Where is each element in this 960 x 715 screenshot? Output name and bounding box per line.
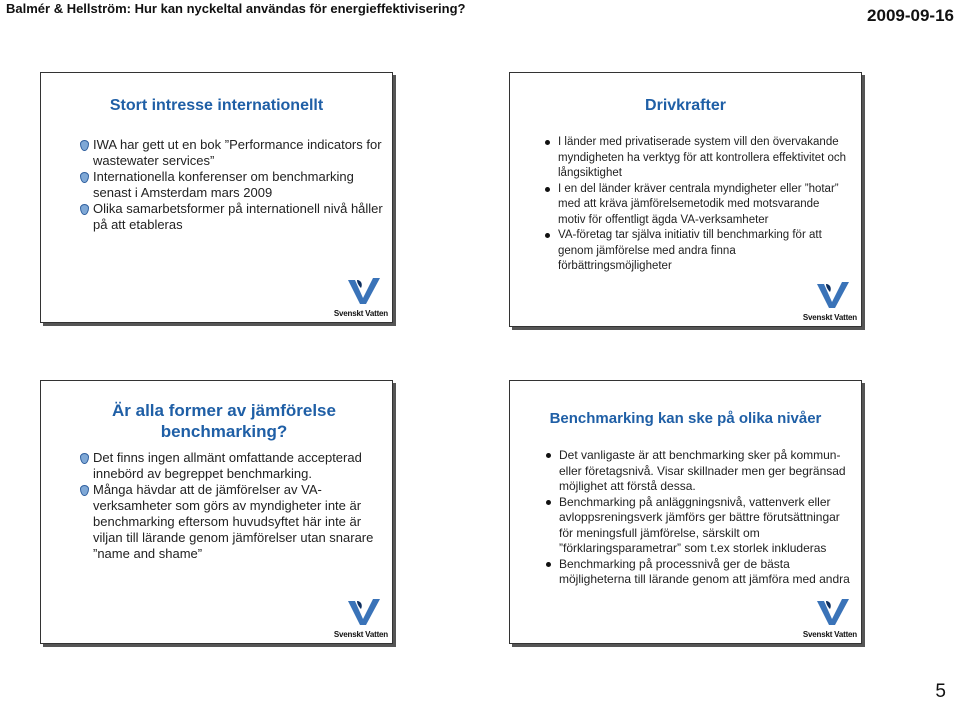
list-item: Det finns ingen allmänt omfattande accepterad innebörd av begreppet benchmarking. [79, 450, 385, 482]
logo-mark-icon [346, 597, 382, 627]
bullet-list [79, 137, 391, 233]
bullet-list [544, 135, 850, 275]
bullet-list [545, 448, 855, 588]
page-header [0, 0, 960, 34]
bullet-dot-icon [545, 140, 550, 145]
slide-olika-nivaer [509, 380, 862, 644]
logo-mark-icon [815, 280, 851, 310]
slide-drivkrafter [509, 72, 862, 327]
slide-title: Stort intresse internationellt [109, 97, 324, 114]
water-drop-icon [80, 172, 89, 183]
list-item: Många hävdar att de jämförelser av VA-verksamheter som görs av myndigheter inte är benchmarking eftersom huvudsyftet här inte är viljan till lärande genom jämförelser utan snarare ”name and shame” [79, 482, 385, 562]
water-drop-icon [80, 204, 89, 215]
slide-ar-alla-former [40, 380, 393, 644]
list-item: I en del länder kräver centrala myndigheter eller ”hotar” med att kräva jämförelsemetodik med motsvarande motiv för offentligt ägda VA-verksamheter [544, 182, 850, 229]
list-item: I länder med privatiserade system vill den övervakande myndigheten ha verktyg för att kontrollera effektivitet och långsiktighet [544, 135, 850, 182]
bullet-dot-icon [546, 453, 551, 458]
bullet-dot-icon [546, 500, 551, 505]
list-item: Det vanligaste är att benchmarking sker på kommun- eller företagsnivå. Visar skillnader men ger begränsad möjlighet att förstå dessa. [545, 448, 855, 495]
svenskt-vatten-logo: Svenskt Vatten [326, 597, 388, 639]
water-drop-icon [80, 140, 89, 151]
list-item: Benchmarking på processnivå ger de bästa möjligheterna till lärande genom att jämföra med andra [545, 557, 855, 588]
svenskt-vatten-logo: Svenskt Vatten [795, 280, 857, 322]
page-number: 5 [935, 681, 946, 702]
list-item: Benchmarking på anläggningsnivå, vattenverk eller avloppsreningsverk jämförs ger bättre förutsättningar för meningsfull jämförelse, särskilt om ”förklaringsparametrar” som t.ex storlek inkluderas [545, 495, 855, 557]
slide-title: Drivkrafter [645, 97, 726, 114]
logo-mark-icon [815, 597, 851, 627]
bullet-dot-icon [545, 233, 550, 238]
bullet-list [79, 450, 385, 562]
slide-title: Benchmarking kan ske på olika nivåer [549, 410, 822, 427]
list-item: VA-företag tar själva initiativ till benchmarking för att genom jämförelse med andra finna förbättringsmöjligheter [544, 228, 850, 275]
logo-mark-icon [346, 276, 382, 306]
bullet-dot-icon [545, 187, 550, 192]
slide-stort-intresse [40, 72, 393, 323]
svenskt-vatten-logo: Svenskt Vatten [795, 597, 857, 639]
svenskt-vatten-logo: Svenskt Vatten [326, 276, 388, 318]
list-item: IWA har gett ut en bok ”Performance indicators for wastewater services” [79, 137, 391, 169]
water-drop-icon [80, 485, 89, 496]
document-date: 2009-09-16 [867, 6, 954, 25]
water-drop-icon [80, 453, 89, 464]
bullet-dot-icon [546, 562, 551, 567]
list-item: Olika samarbetsformer på internationell nivå håller på att etableras [79, 201, 391, 233]
list-item: Internationella konferenser om benchmarking senast i Amsterdam mars 2009 [79, 169, 391, 201]
document-title: Balmér & Hellström: Hur kan nyckeltal användas för energieffektivisering? [6, 1, 466, 16]
slide-title: Är alla former av jämförelse benchmarking? [112, 401, 336, 441]
